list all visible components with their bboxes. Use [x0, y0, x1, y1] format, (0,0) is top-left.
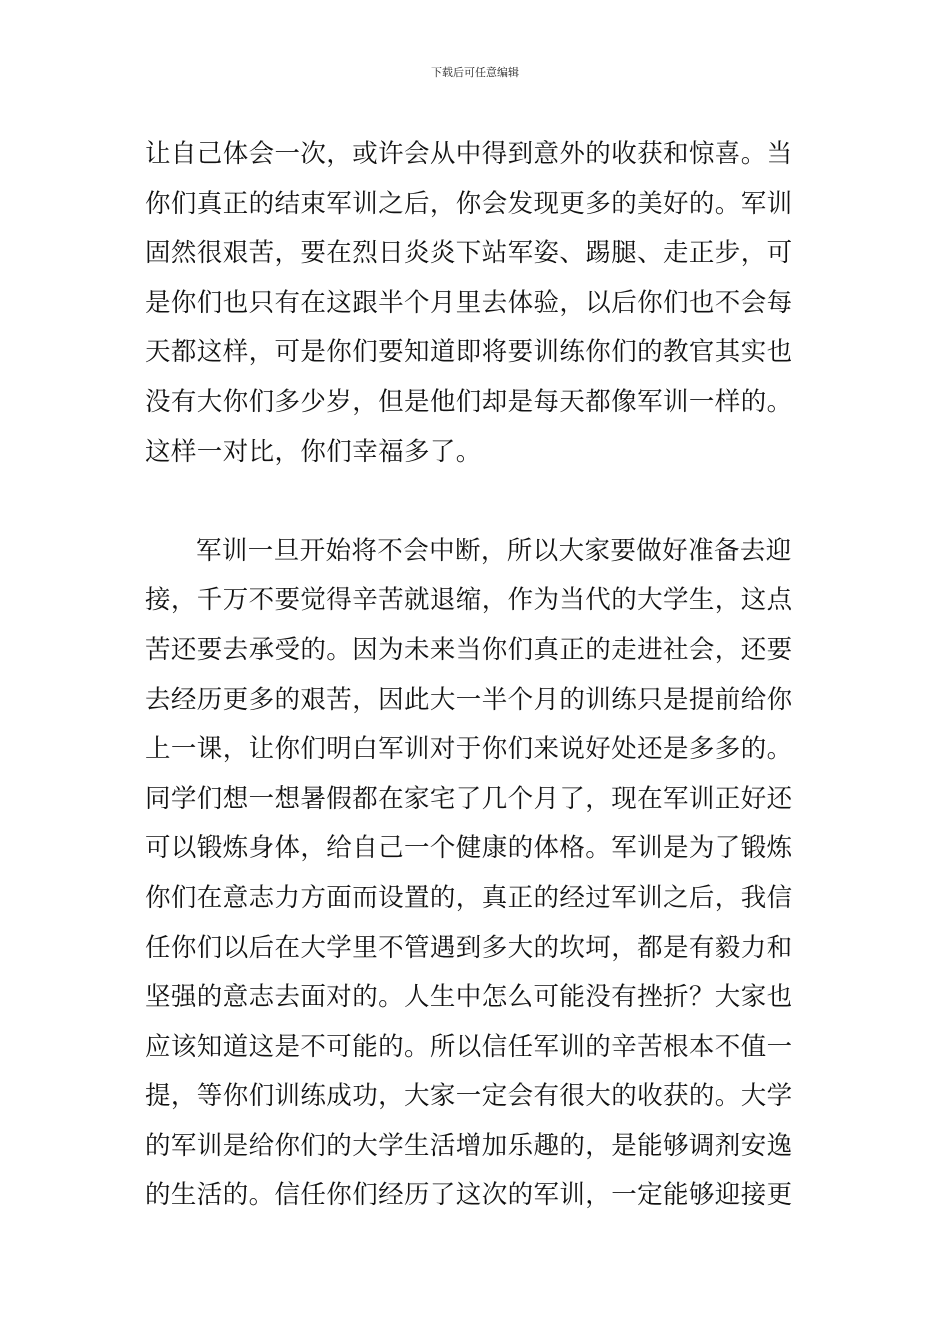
text-line: 军训一旦开始将不会中断，所以大家要做好准备去迎 [196, 535, 792, 566]
text-line: 可以锻炼身体，给自己一个健康的体格。军训是为了锻炼 [145, 833, 793, 864]
text-line: 应该知道这是不可能的。所以信任军训的辛苦根本不值一 [145, 1031, 793, 1062]
text-line: 固然很艰苦，要在烈日炎炎下站军姿、踢腿、走正步，可 [145, 238, 793, 269]
document-body [145, 130, 815, 1221]
text-line: 让自己体会一次，或许会从中得到意外的收获和惊喜。当 [145, 139, 793, 169]
paragraph-spacer [145, 477, 815, 527]
text-line: 去经历更多的艰苦，因此大一半个月的训练只是提前给你 [145, 684, 793, 715]
text-line: 没有大你们多少岁，但是他们却是每天都像军训一样的。 [145, 386, 793, 417]
text-line: 提，等你们训练成功，大家一定会有很大的收获的。大学 [145, 1081, 793, 1112]
text-line: 这样一对比，你们幸福多了。 [145, 436, 482, 467]
text-line: 的军训是给你们的大学生活增加乐趣的，是能够调剂安逸 [145, 1130, 793, 1161]
text-line: 上一课，让你们明白军训对于你们来说好处还是多多的。 [145, 734, 793, 765]
text-line: 坚强的意志去面对的。人生中怎么可能没有挫折？大家也 [145, 982, 793, 1013]
text-line: 的生活的。信任你们经历了这次的军训，一定能够迎接更 [145, 1180, 793, 1211]
text-line: 你们真正的结束军训之后，你会发现更多的美好的。军训 [145, 188, 793, 219]
text-line: 你们在意志力方面而设置的，真正的经过军训之后，我信 [145, 882, 793, 913]
text-line: 任你们以后在大学里不管遇到多大的坎坷，都是有毅力和 [145, 932, 793, 963]
text-line: 同学们想一想暑假都在家宅了几个月了，现在军训正好还 [145, 783, 793, 814]
text-line: 苦还要去承受的。因为未来当你们真正的走进社会，还要 [145, 634, 793, 665]
page-header: 下载后可任意编辑 [431, 66, 519, 79]
paragraph [145, 130, 815, 477]
text-line: 接，千万不要觉得辛苦就退缩，作为当代的大学生，这点 [145, 585, 793, 616]
paragraph [145, 527, 815, 1221]
text-line: 天都这样，可是你们要知道即将要训练你们的教官其实也 [145, 337, 793, 368]
text-line: 是你们也只有在这跟半个月里去体验，以后你们也不会每 [145, 287, 793, 318]
